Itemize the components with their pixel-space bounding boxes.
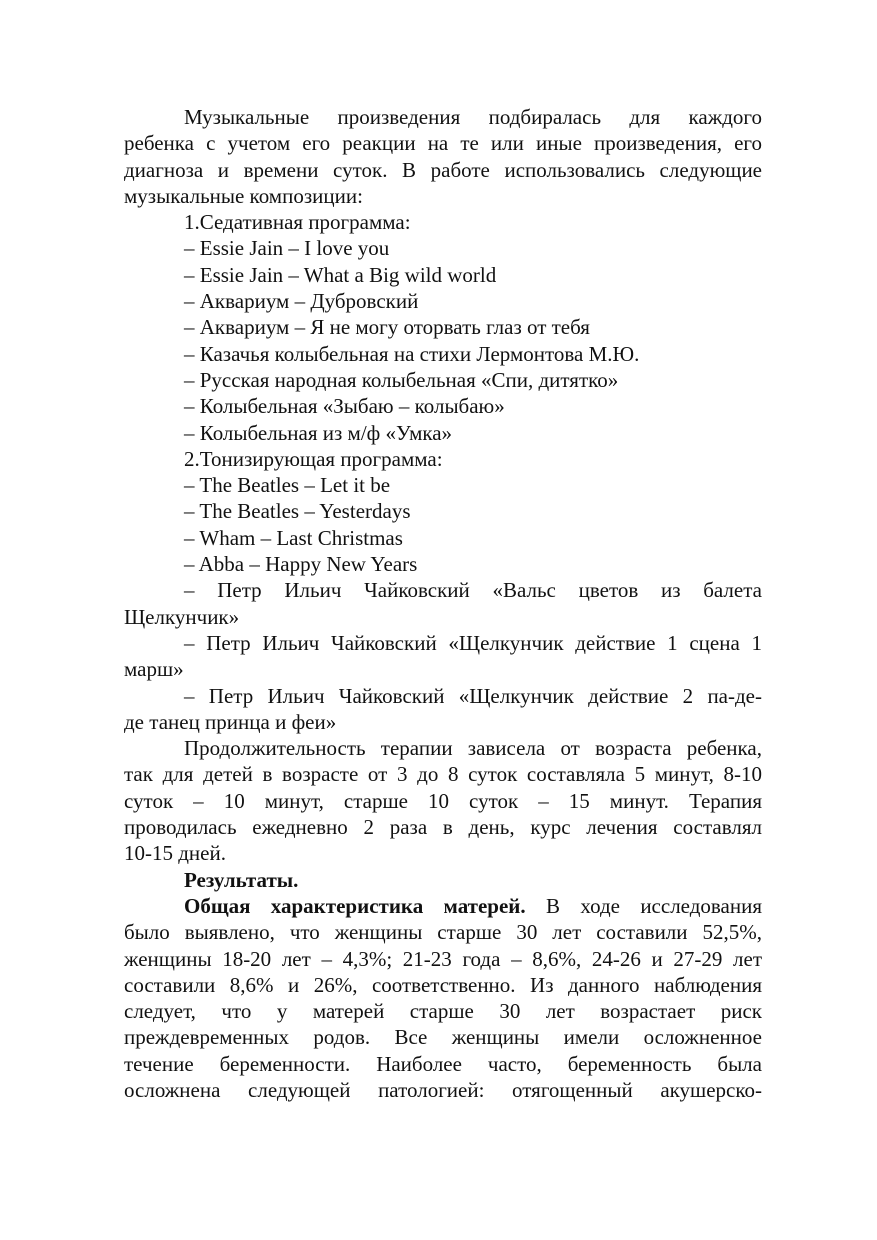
list-item: – Казачья колыбельная на стихи Лермонтова М.Ю. <box>184 341 640 366</box>
list-item: – Колыбельная из м/ф «Умка» <box>184 420 453 445</box>
list-item: – Петр Ильич Чайковский «Щелкунчик действие 1 сцена 1 <box>184 630 762 655</box>
list-item: – Essie Jain – What a Big wild world <box>184 262 497 287</box>
list-item: – The Beatles – Let it be <box>184 473 391 498</box>
list-item: – Петр Ильич Чайковский «Вальс цветов из балета <box>184 578 762 603</box>
text-line: диагноза и времени суток. В работе использовались следующие <box>124 157 762 182</box>
list-item: – Abba – Happy New Years <box>184 552 418 577</box>
text-span: В ходе исследования <box>546 893 762 918</box>
list-item-cont: де танец принца и феи» <box>124 709 337 734</box>
text-line: ребенка с учетом его реакции на те или иные произведения, его <box>124 131 762 156</box>
text-line <box>124 893 762 919</box>
list-item: – Wham – Last Christmas <box>184 525 403 550</box>
text-line: проводилась ежедневно 2 раза в день, курс лечения составлял <box>124 815 762 840</box>
text-line: преждевременных родов. Все женщины имели осложненное <box>124 1025 762 1050</box>
text-line: течение беременности. Наиболее часто, беременность была <box>124 1051 762 1076</box>
list-item: – Колыбельная «Зыбаю – колыбаю» <box>184 394 505 419</box>
text-line: музыкальные композиции: <box>124 183 363 208</box>
text-line: было выявлено, что женщины старше 30 лет составили 52,5%, <box>124 920 762 945</box>
text-line: женщины 18-20 лет – 4,3%; 21-23 года – 8,6%, 24-26 и 27-29 лет <box>124 946 762 971</box>
text-line: следует, что у матерей старше 30 лет возрастает риск <box>124 999 762 1024</box>
list-item-cont: Щелкунчик» <box>124 604 240 629</box>
list-item: – Аквариум – Я не могу оторвать глаз от тебя <box>184 315 590 340</box>
section-heading: Результаты. <box>184 867 299 892</box>
list-heading: 1.Седативная программа: <box>184 210 411 235</box>
list-item: – Русская народная колыбельная «Спи, дитятко» <box>184 367 619 392</box>
document-page <box>124 104 762 1103</box>
text-line: суток – 10 минут, старше 10 суток – 15 минут. Терапия <box>124 788 762 813</box>
list-item: – Аквариум – Дубровский <box>184 289 419 314</box>
text-line: так для детей в возрасте от 3 до 8 суток составляла 5 минут, 8-10 <box>124 762 762 787</box>
list-heading: 2.Тонизирующая программа: <box>184 446 443 471</box>
list-item: – Essie Jain – I love you <box>184 236 390 261</box>
list-item: – Петр Ильич Чайковский «Щелкунчик действие 2 па-де- <box>184 683 762 708</box>
subsection-heading: Общая характеристика матерей. <box>184 893 526 918</box>
list-item: – The Beatles – Yesterdays <box>184 499 411 524</box>
text-line: осложнена следующей патологией: отягощенный акушерско- <box>124 1077 762 1102</box>
text-line: Продолжительность терапии зависела от возраста ребенка, <box>184 736 762 761</box>
text-line: составили 8,6% и 26%, соответственно. Из данного наблюдения <box>124 972 762 997</box>
list-item-cont: марш» <box>124 657 184 682</box>
text-line: 10-15 дней. <box>124 841 226 866</box>
text-line: Музыкальные произведения подбиралась для каждого <box>184 105 762 129</box>
